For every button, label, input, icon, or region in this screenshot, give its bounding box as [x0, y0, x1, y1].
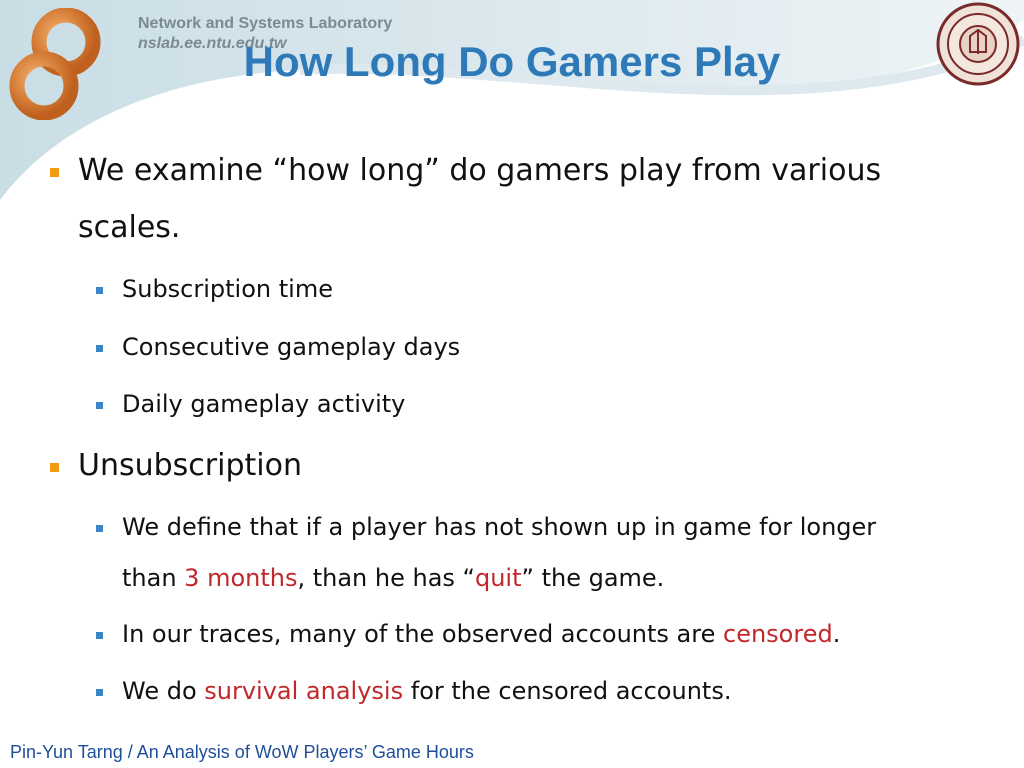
- sub-bullet-censored: In our traces, many of the observed accounts are censored.: [122, 620, 841, 648]
- bullet-marker: [50, 168, 59, 177]
- lab-url: nslab.ee.ntu.edu.tw: [138, 35, 287, 52]
- lab-name: Network and Systems Laboratory: [138, 15, 393, 32]
- slide-footer: Pin-Yun Tarng / An Analysis of WoW Players’ Game Hours: [10, 742, 474, 762]
- bullet-2-text: Unsubscription: [78, 448, 302, 483]
- sub-bullet-marker: [96, 345, 103, 352]
- sub-bullet-marker: [96, 689, 103, 696]
- sub-bullet-definition-line2: than 3 months, than he has “quit” the game.: [122, 564, 665, 592]
- highlight-quit: quit: [474, 564, 522, 592]
- sub-bullet-marker: [96, 632, 103, 639]
- sub-bullet-consecutive: Consecutive gameplay days: [122, 333, 461, 361]
- sub-bullet-definition-line1: We define that if a player has not shown up in game for longer: [122, 513, 877, 541]
- bullet-marker: [50, 463, 59, 472]
- slide-title: How Long Do Gamers Play: [243, 38, 781, 85]
- bullet-1-line2: scales.: [78, 210, 181, 245]
- sub-bullet-survival: We do survival analysis for the censored accounts.: [122, 677, 732, 705]
- sub-bullet-subscription: Subscription time: [122, 275, 333, 303]
- highlight-censored: censored: [723, 620, 833, 648]
- bullet-1-line1: We examine “how long” do gamers play from various: [78, 153, 882, 188]
- sub-bullet-daily: Daily gameplay activity: [122, 390, 406, 418]
- sub-bullet-marker: [96, 402, 103, 409]
- highlight-3-months: 3 months: [184, 564, 298, 592]
- sub-bullet-marker: [96, 525, 103, 532]
- sub-bullet-marker: [96, 287, 103, 294]
- highlight-survival-analysis: survival analysis: [204, 677, 404, 705]
